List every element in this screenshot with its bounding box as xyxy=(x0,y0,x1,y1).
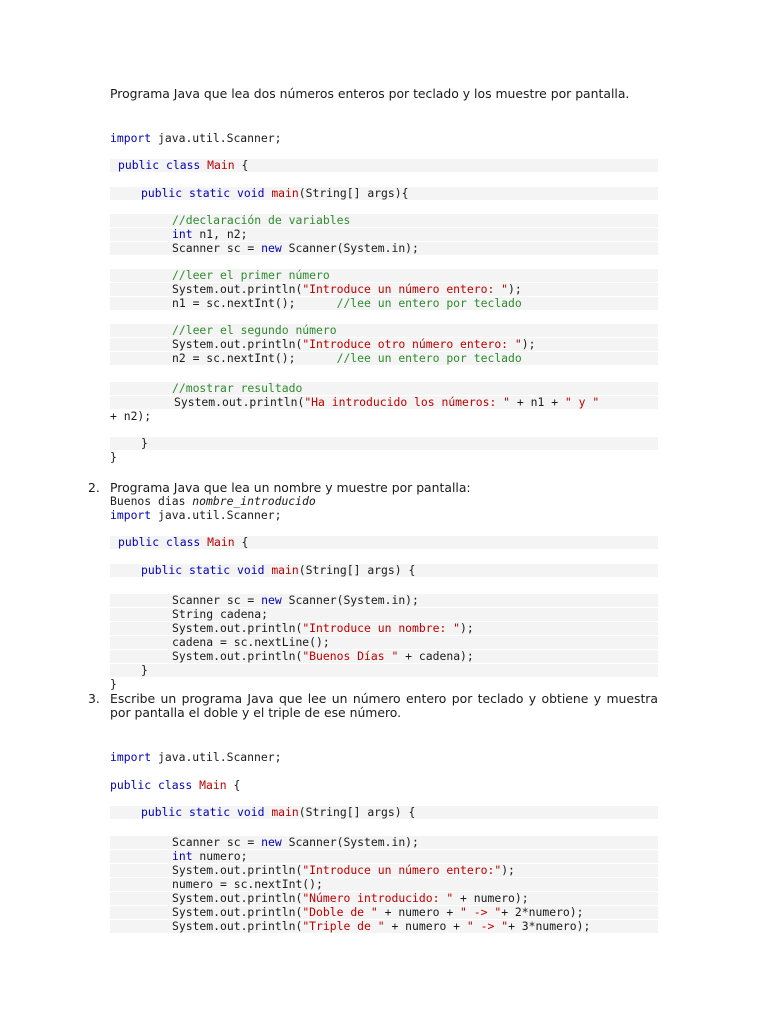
s2-main-line: public static void main(String[] args) { xyxy=(110,564,658,577)
s1-read-n1: n1 = sc.nextInt(); //lee un entero por teclado xyxy=(110,297,658,310)
s2-read-cadena: cadena = sc.nextLine(); xyxy=(110,636,658,649)
s2-greet-line: Buenos dias nombre_introducido xyxy=(110,494,316,508)
section2-intro-text: Programa Java que lea un nombre y muestre por pantalla: xyxy=(110,480,471,495)
s3-println-triple: System.out.println("Triple de " + numero + " -> "+ 3*numero); xyxy=(110,920,658,933)
s3-import-line: import java.util.Scanner; xyxy=(110,750,282,764)
s1-import-line xyxy=(110,132,281,145)
s1-import-rest: java.util.Scanner; xyxy=(151,131,282,145)
s1-comment-decl: //declaración de variables xyxy=(110,214,658,227)
s1-int-decl: int n1, n2; xyxy=(110,228,658,241)
s3-read-numero: numero = sc.nextInt(); xyxy=(110,878,658,891)
s1-result-cont: + n2); xyxy=(110,409,152,423)
s3-println-introducido: System.out.println("Número introducido: " + numero); xyxy=(110,892,658,905)
s2-import-line: import java.util.Scanner; xyxy=(110,508,282,522)
s2-println-buenos: System.out.println("Buenos Días " + cadena); xyxy=(110,650,658,663)
s3-println-prompt: System.out.println("Introduce un número entero:"); xyxy=(110,864,658,877)
s1-main-name: main xyxy=(271,186,299,200)
s1-public-class: public class xyxy=(118,158,201,172)
s2-println-prompt: System.out.println("Introduce un nombre: "); xyxy=(110,622,658,635)
s1-println2: System.out.println("Introduce otro número entero: "); xyxy=(110,338,658,351)
s1-class-line xyxy=(110,159,658,172)
s1-scanner-decl: Scanner sc = new Scanner(System.in); xyxy=(110,242,658,255)
s2-scanner-decl: Scanner sc = new Scanner(System.in); xyxy=(110,594,658,607)
s1-import-kw: import xyxy=(110,131,152,145)
s1-comment-show: //mostrar resultado xyxy=(110,382,658,395)
s1-read-n2: n2 = sc.nextInt(); //lee un entero por teclado xyxy=(110,352,658,365)
s3-main-line: public static void main(String[] args) { xyxy=(110,806,658,819)
section1-intro-text: Programa Java que lea dos números enteros por teclado y los muestre por pantalla. xyxy=(110,86,630,101)
s3-class-line: public class Main { xyxy=(110,778,241,792)
s1-main-args: (String[] args){ xyxy=(298,186,409,200)
s1-comment-read1: //leer el primer número xyxy=(110,269,658,282)
section2-number: 2. xyxy=(88,480,100,495)
s1-close-outer: } xyxy=(110,450,117,464)
s1-println1: System.out.println("Introduce un número entero: "); xyxy=(110,283,658,296)
s2-string-decl: String cadena; xyxy=(110,608,658,621)
s3-int-decl: int numero; xyxy=(110,850,658,863)
section3-intro xyxy=(88,691,658,720)
s3-println-doble: System.out.println("Doble de " + numero + " -> "+ 2*numero); xyxy=(110,906,658,919)
s1-close-inner: } xyxy=(110,437,658,450)
s2-close-outer: } xyxy=(110,677,117,691)
s1-main-line xyxy=(110,187,658,200)
s2-close-inner: } xyxy=(110,664,658,677)
s1-comment-read2: //leer el segundo número xyxy=(110,324,658,337)
section2-intro xyxy=(88,480,658,495)
s1-result-println: System.out.println("Ha introducido los números: " + n1 + " y " xyxy=(110,396,658,409)
s1-class-name: Main xyxy=(207,158,235,172)
section1-intro xyxy=(110,87,658,101)
section3-number: 3. xyxy=(88,691,100,706)
s2-class-line: public class Main { xyxy=(110,536,658,549)
section3-intro-text: Escribe un programa Java que lee un número entero por teclado y obtiene y muestra por pantalla el doble y el triple de ese número. xyxy=(110,691,658,720)
s1-class-brace: { xyxy=(234,158,249,172)
s3-scanner-decl: Scanner sc = new Scanner(System.in); xyxy=(110,836,658,849)
s1-main-kw: public static void xyxy=(141,186,265,200)
